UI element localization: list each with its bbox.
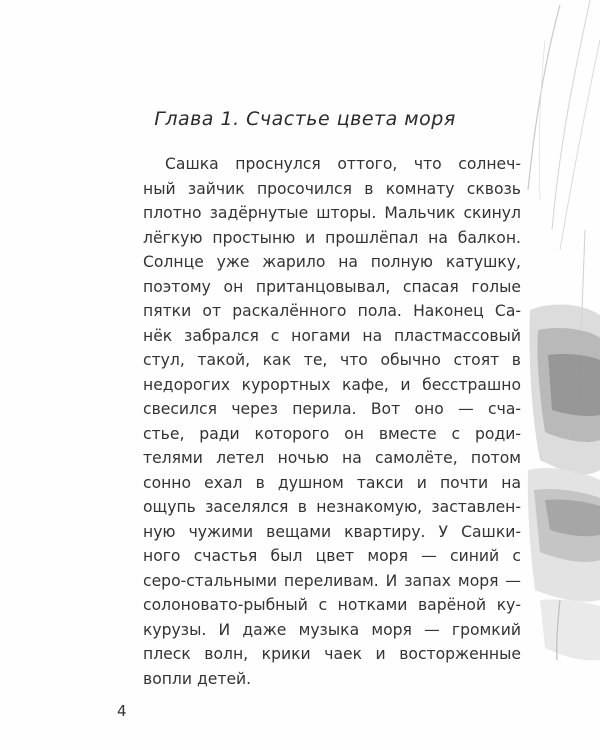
page-number: 4 bbox=[117, 702, 127, 720]
text-line: телями летел ночью на самолёте, потом bbox=[143, 449, 521, 467]
text-line: свесился через перила. Вот оно — сча- bbox=[143, 400, 521, 418]
text-line: стье, ради которого он вместе с роди- bbox=[143, 424, 521, 443]
text-line: недорогих курортных кафе, и бесстрашно bbox=[143, 375, 521, 394]
text-line: нёк забрался с ногами на пластмассовый bbox=[143, 326, 521, 345]
text-line: поэтому он пританцовывал, спасая голые bbox=[143, 277, 521, 296]
text-line: курузы. И даже музыка моря — громкий bbox=[143, 620, 521, 639]
text-line: плотно задёрнутые шторы. Мальчик скинул bbox=[143, 204, 521, 222]
text-line: вопли детей. bbox=[143, 669, 252, 688]
text-line: плеск волн, крики чаек и восторженные bbox=[143, 645, 521, 663]
text-line: ного счастья был цвет моря — синий с bbox=[143, 547, 521, 565]
text-line: ную чужими вещами квартиру. У Сашки- bbox=[143, 522, 521, 541]
text-line: Солнце уже жарило на полную катушку, bbox=[143, 253, 521, 271]
text-line: ощупь заселялся в незнакомую, заставлен- bbox=[143, 498, 521, 516]
text-line: Сашка проснулся оттого, что солнеч- bbox=[165, 155, 521, 173]
chapter-title: Глава 1. Счастье цвета моря bbox=[154, 108, 456, 130]
text-line: пятки от раскалённого пола. Наконец Са- bbox=[143, 302, 521, 320]
text-line: солоновато-рыбный с нотками варёной ку- bbox=[143, 596, 521, 614]
text-line: сонно ехал в душном такси и почти на bbox=[143, 473, 521, 492]
text-line: лёгкую простыню и прошлёпал на балкон. bbox=[143, 228, 521, 247]
text-line: стул, такой, как те, что обычно стоят в bbox=[143, 351, 521, 369]
text-line: серо-стальными переливам. И запах моря — bbox=[143, 571, 521, 590]
text-line: ный зайчик просочился в комнату сквозь bbox=[143, 179, 521, 198]
chapter-body-text bbox=[143, 152, 521, 691]
